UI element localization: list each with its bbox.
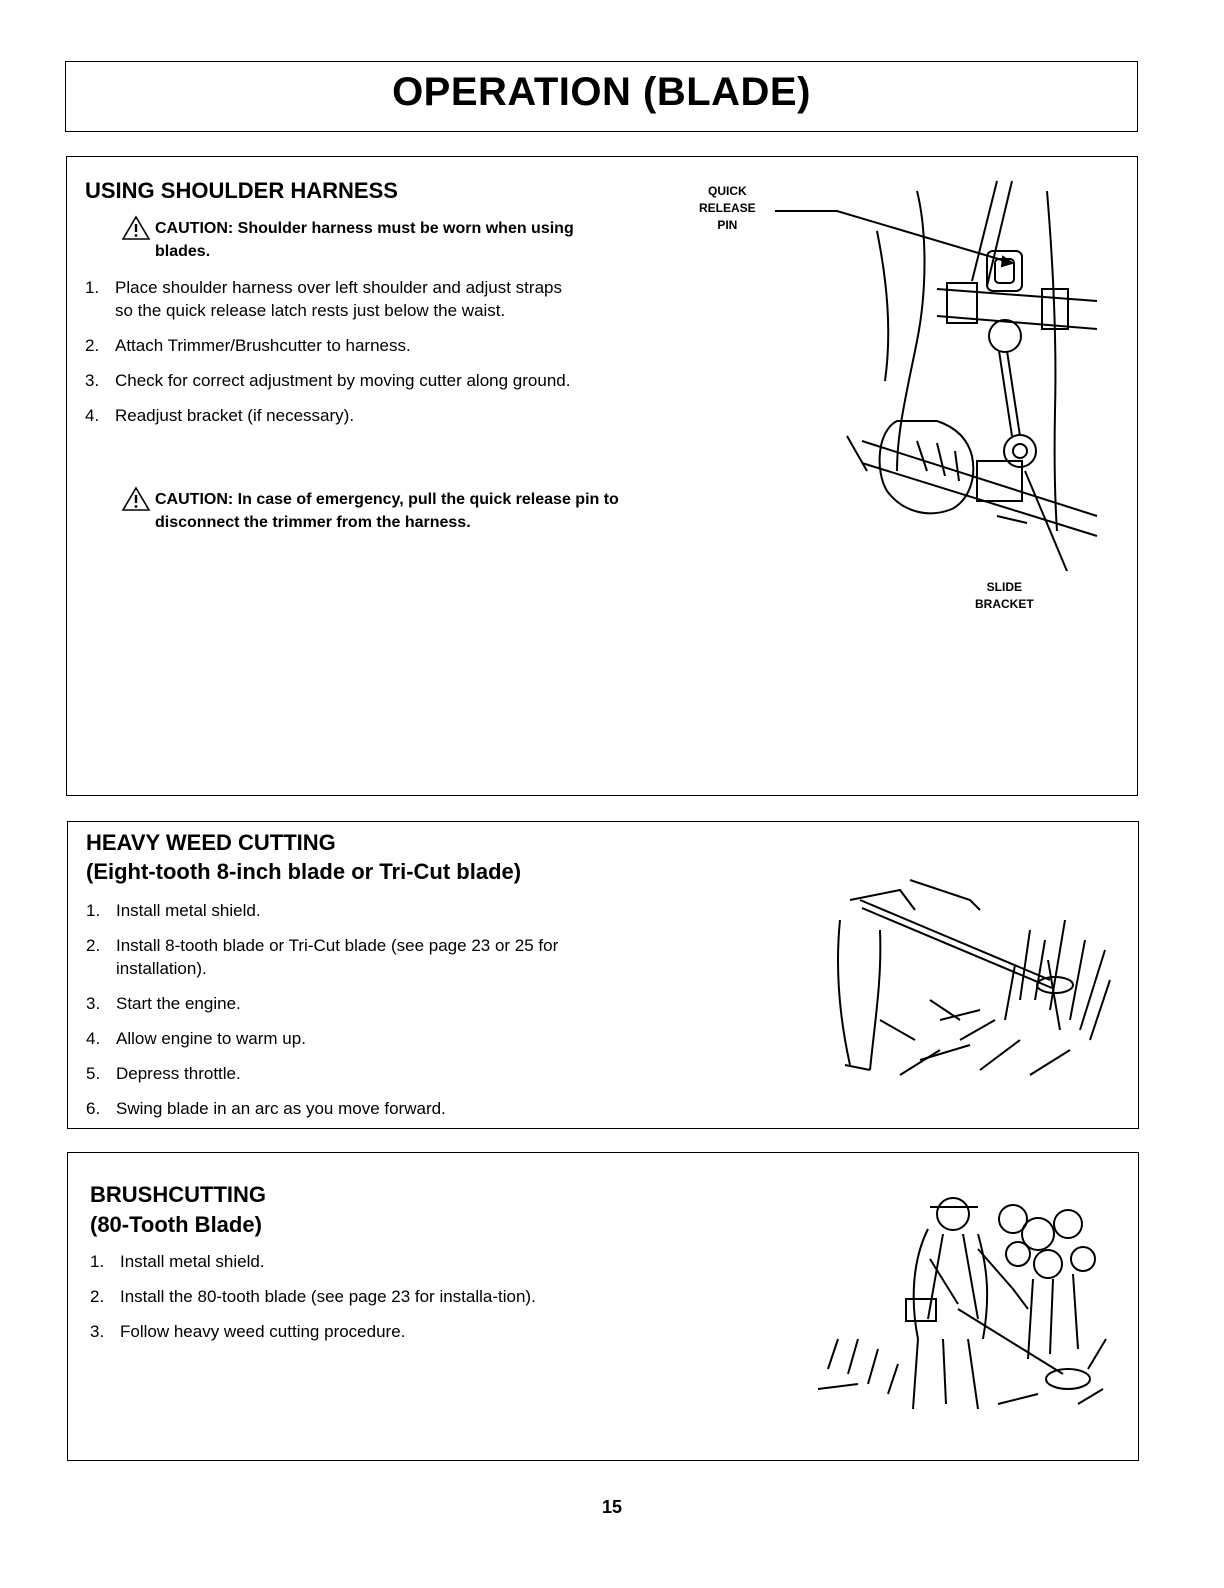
weed-steps [86,899,586,1132]
caution-label: CAUTION: [155,491,234,508]
list-item [86,934,586,980]
title-box [65,61,1138,132]
section-heading: BRUSHCUTTING [90,1182,266,1207]
section-heading: USING SHOULDER HARNESS [85,178,398,203]
harness-steps [85,276,577,439]
harness-illustration [767,171,1107,571]
step-text: Follow heavy weed cutting procedure. [120,1322,406,1341]
step-number: 2. [90,1287,105,1306]
step-text: Install 8-tooth blade or Tri-Cut blade (see page 23 or 25 for installation). [116,936,559,978]
list-item [86,992,586,1015]
step-number: 1. [90,1252,105,1271]
caution-label: CAUTION: [155,220,234,237]
caution-harness [111,217,625,263]
step-number: 1. [85,278,100,297]
step-text: Attach Trimmer/Brushcutter to harness. [115,336,411,355]
caution-emergency [111,488,625,534]
step-number: 2. [86,936,101,955]
brush-steps [90,1250,580,1355]
callout-line: SLIDE [986,580,1022,594]
callout-line: PIN [717,218,738,232]
list-item [90,1285,580,1308]
callout-quick-release-pin [699,183,756,234]
step-text: Place shoulder harness over left shoulder and adjust straps so the quick release latch rests just below the waist. [115,278,562,320]
page-title: OPERATION (BLADE) [392,70,811,114]
step-number: 3. [90,1322,105,1341]
step-number: 5. [86,1064,101,1083]
callout-line: RELEASE [699,201,756,215]
list-item [86,899,586,922]
list-item [86,1097,586,1120]
step-number: 1. [86,901,101,920]
step-number: 3. [86,994,101,1013]
step-number: 3. [85,371,100,390]
step-text: Install the 80-tooth blade (see page 23 for installa-tion). [120,1287,536,1306]
page-number: 15 [601,1497,623,1517]
step-text: Install metal shield. [120,1252,265,1271]
section-heading: HEAVY WEED CUTTING [86,830,336,855]
step-text: Readjust bracket (if necessary). [115,406,355,425]
list-item [85,404,577,427]
caution-text: In case of emergency, pull the quick release pin to disconnect the trimmer from the harness. [155,491,619,531]
step-number: 4. [85,406,100,425]
step-number: 6. [86,1099,101,1118]
caution-text: Shoulder harness must be worn when using blades. [155,220,574,260]
section-heavy-weed-cutting [67,821,1139,1129]
section-brushcutting [67,1152,1139,1461]
callout-slide-bracket [975,579,1034,613]
list-item [86,1027,586,1050]
callout-line: QUICK [708,184,747,198]
step-text: Swing blade in an arc as you move forward. [116,1099,446,1118]
step-number: 2. [85,336,100,355]
section-shoulder-harness [66,156,1138,796]
list-item [85,369,577,392]
list-item [90,1320,580,1343]
step-text: Check for correct adjustment by moving cutter along ground. [115,371,571,390]
step-text: Install metal shield. [116,901,261,920]
list-item [85,334,577,357]
list-item [86,1062,586,1085]
section-subheading: (Eight-tooth 8-inch blade or Tri-Cut blade) [86,859,522,884]
list-item [85,276,577,322]
section-subheading: (80-Tooth Blade) [90,1212,262,1237]
step-text: Start the engine. [116,994,241,1013]
step-number: 4. [86,1029,101,1048]
step-text: Allow engine to warm up. [116,1029,306,1048]
weed-cutting-illustration [820,870,1115,1085]
callout-line: BRACKET [975,597,1034,611]
warning-triangle-icon [121,486,151,512]
list-item [90,1250,580,1273]
warning-triangle-icon [121,215,151,241]
brushcutting-illustration [818,1189,1108,1419]
step-text: Depress throttle. [116,1064,241,1083]
